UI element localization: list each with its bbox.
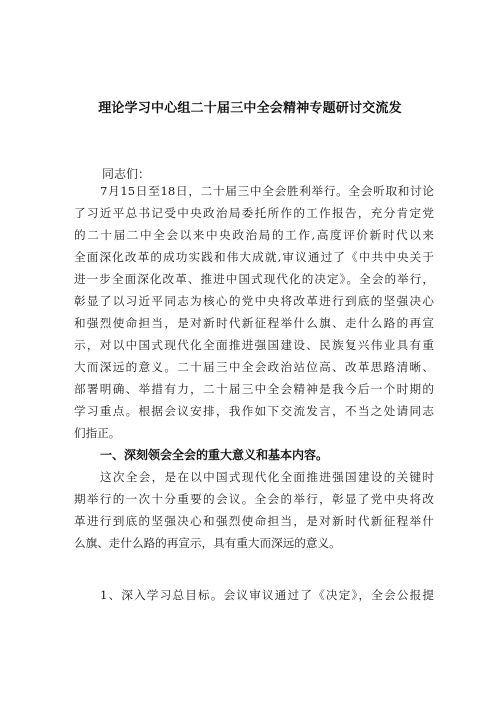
paragraph-line: 进一步全面深化改革、推进中国式现代化的决定》。全会的举行，	[74, 272, 434, 286]
document-title: 理论学习中心组二十届三中全会精神专题研讨交流发	[98, 101, 402, 116]
paragraph-line: 期举行的一次十分重要的会议。全会的举行，彰显了党中央将改	[74, 492, 434, 506]
paragraph-line: 们指正。	[74, 426, 121, 440]
paragraph-line: 示，对以中国式现代化全面推进强国建设、民族复兴伟业具有重	[74, 338, 434, 352]
paragraph-line: 部署明确、举措有力，二十届三中全会精神是我今后一个时期的	[74, 382, 434, 396]
paragraph-line: 全面深化改革的成功实践和伟大成就,审议通过了《中共中央关于	[74, 250, 434, 264]
paragraph-line: 7月15日至18日，二十届三中全会胜利举行。全会听取和讨论	[100, 184, 434, 198]
paragraph-line: 了习近平总书记受中央政治局委托所作的工作报告，充分肯定党	[74, 206, 434, 220]
section-heading: 一、深刻领会全会的重大意义和基本内容。	[100, 448, 329, 462]
greeting: 同志们：	[102, 167, 151, 181]
paragraph-line: 和强烈使命担当，是对新时代新征程举什么旗、走什么路的再宣	[74, 316, 434, 330]
paragraph-line: 学习重点。根据会议安排，我作如下交流发言，不当之处请同志	[74, 404, 434, 418]
paragraph-line: 大而深远的意义。二十届三中全会政治站位高、改革思路清晰、	[74, 360, 434, 374]
paragraph-line: 么旗、走什么路的再宣示，具有重大而深远的意义。	[74, 536, 341, 550]
paragraph-line: 革进行到底的坚强决心和强烈使命担当，是对新时代新征程举什	[74, 514, 434, 528]
paragraph-line: 的二十届二中全会以来中央政治局的工作,高度评价新时代以来	[74, 228, 434, 242]
paragraph-line: 这次全会，是在以中国式现代化全面推进强国建设的关键时	[100, 470, 434, 484]
paragraph-line: 彰显了以习近平同志为核心的党中央将改革进行到底的坚强决心	[74, 294, 434, 308]
paragraph-line: 1、深入学习总目标。会议审议通过了《决定》，全会公报提	[100, 588, 434, 602]
